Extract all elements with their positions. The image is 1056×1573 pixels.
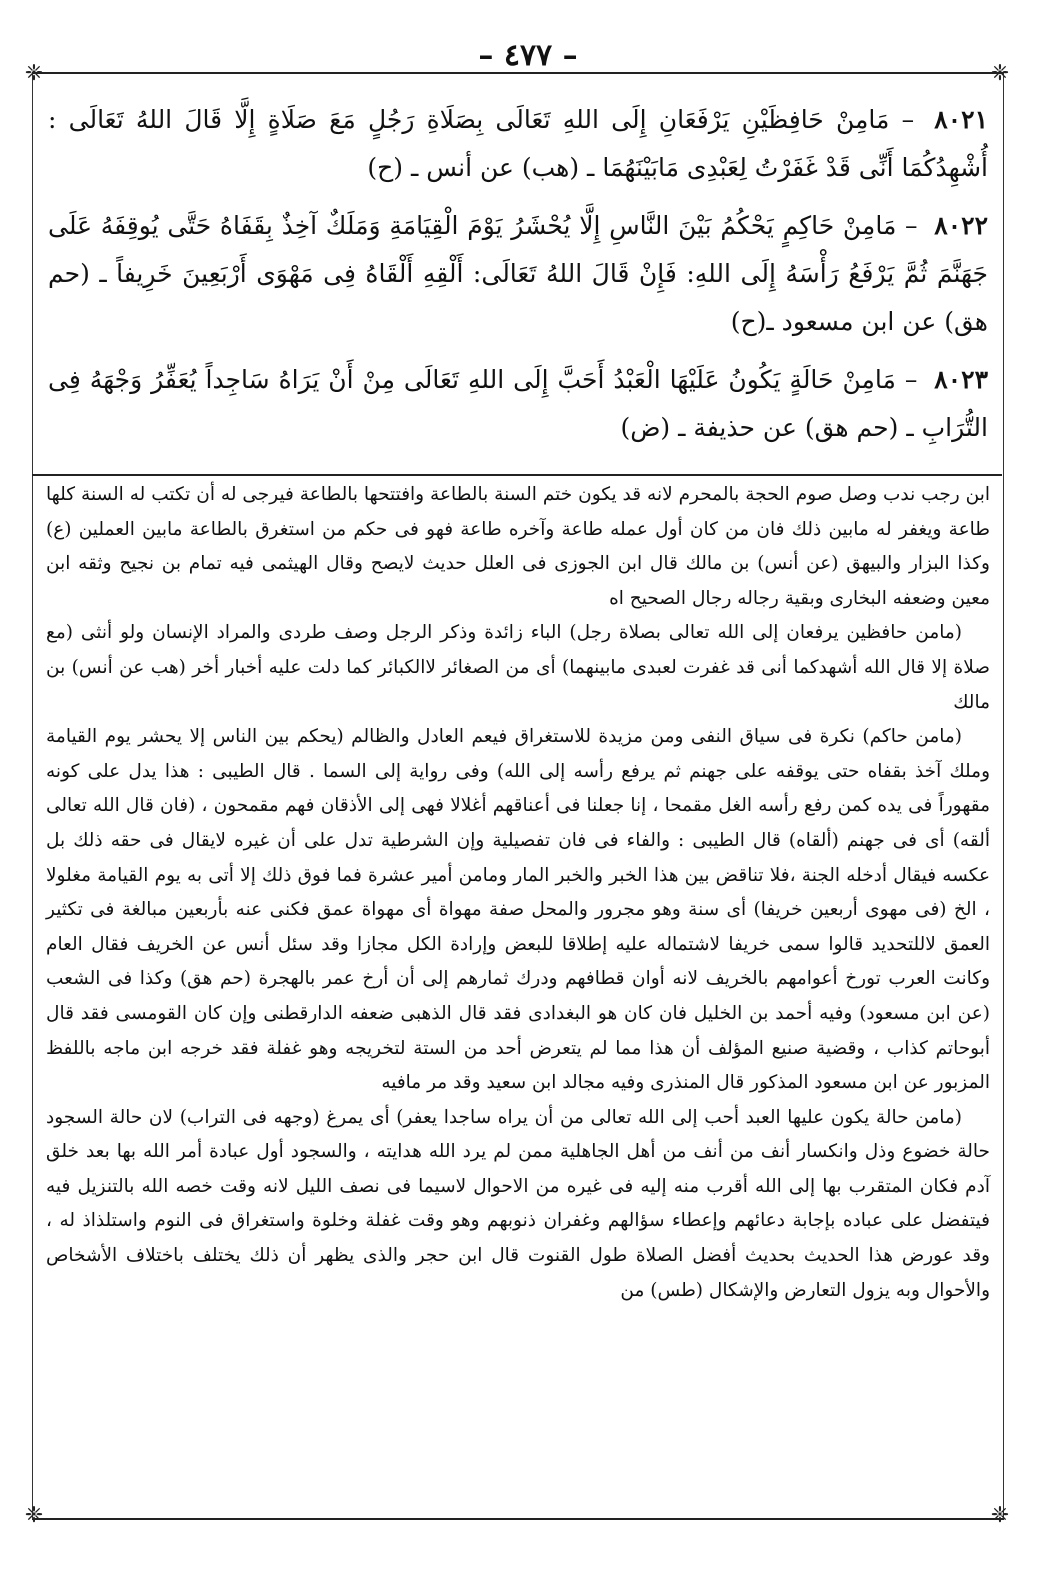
hadith-section bbox=[48, 96, 988, 466]
hadith-entry bbox=[48, 356, 988, 452]
commentary-paragraph: (مامن حافظين يرفعان إلى الله تعالى بصلاة رجل) الباء زائدة وذكر الرجل وصف طردى والمراد الإنسان ولو أنثى (مع صلاة إلا قال الله أشهدكما أنى قد غفرت لعبدى مابينهما) أى من الصغائر لاالكبائر كما دلت عليه أخبار أخر (هب عن أنس) بن مالك bbox=[46, 622, 990, 713]
hadith-entry bbox=[48, 96, 988, 192]
hadith-number: ٨٠٢١ bbox=[934, 105, 988, 134]
commentary-section bbox=[46, 478, 990, 1508]
commentary-paragraph: (مامن حاكم) نكرة فى سياق النفى ومن مزيدة للاستغراق فيعم العادل والظالم (يحكم بين الناس إلا يحشر يوم القيامة وملك آخذ بقفاه حتى يوقفه على جهنم ثم يرفع رأسه إلى الله) وفى رواية إلى السما . قال الطيبى : هذا يدل على كونه مقهوراً فى يده كمن رفع رأسه الغل مقمحا ، إنا جعلنا فى أعناقهم أغلالا فهى إلى الأذقان فهم مقمحون ، (فان قال الله تعالى ألقه) أى فى جهنم (ألقاه) قال الطيبى : والفاء فى فان تفصيلية وإن الشرطية تدل على أن غيره لايقال فى حقه ذلك بل عكسه فيقال أدخله الجنة ،فلا تناقض بين هذا الخبر والخبر المار ومامن أمير عشرة فما فوق ذلك إلا أتى به يوم القيامة مغلولا ، الخ (فى مهوى أربعين خريفا) أى سنة وهو مجرور والمحل صفة مهواة أى مهواة عمق فكنى عنه بأربعين مبالغة فى تكثير العمق لاللتحديد قالوا سمى خريفا لاشتماله عليه إطلاقا للبعض وإرادة الكل مجازا وقد سئل أنس عن الخريف فقال العام وكانت العرب تورخ أعوامهم بالخريف لانه أوان قطافهم ودرك ثمارهم إلى أن أرخ عمر بالهجرة (حم هق) وكذا فى الشعب (عن ابن مسعود) وفيه أحمد بن الخليل فان كان هو البغدادى فقد قال الذهبى ضعفه الدارقطنى وإن كان القومسى فقد قال أبوحاتم كذاب ، وقضية صنيع المؤلف أن هذا مما لم يتعرض أحد من الستة لتخريجه وهو غفلة فقد خرجه ابن ماجه باللفظ المزبور عن ابن مسعود المذكور قال المنذرى وفيه مجالد ابن سعيد وقد مر مافيه bbox=[46, 726, 990, 1094]
hadith-text: – مَامِنْ حَاكِمٍ يَحْكُمُ بَيْنَ النَّاسِ إِلَّا يُحْشَرُ يَوْمَ الْقِيَامَةِ وَمَلَكٌ آخِذٌ بِقَفَاهُ حَتَّى يُوقِفَهُ عَلَى جَهَنَّمَ ثُمَّ يَرْفَعُ رَأْسَهُ إِلَى اللهِ: فَإِنْ قَالَ اللهُ تَعَالَى: أَلْقِهِ أَلْقَاهُ فِى مَهْوَى أَرْبَعِينَ خَرِيفاً ـ (حم هق) عن ابن مسعود ـ(ح) bbox=[48, 211, 988, 336]
hadith-text: – مَامِنْ حَالَةٍ يَكُونُ عَلَيْهَا الْعَبْدُ أَحَبَّ إِلَى اللهِ تَعَالَى مِنْ أَنْ يَرَاهُ سَاجِداً يُعَفِّرُ وَجْهَهُ فِى التُّرَابِ ـ (حم هق) عن حذيفة ـ (ض) bbox=[48, 365, 988, 442]
commentary-paragraph: ابن رجب ندب وصل صوم الحجة بالمحرم لانه قد يكون ختم السنة بالطاعة وافتتحها بالطاعة فيرجى له أن تكتب له السنة كلها طاعة ويغفر له مابين ذلك فان من كان أول عمله طاعة وآخره طاعة فهو فى حكم من استغرق بالطاعة مابين العملين (ع) وكذا البزار والبيهق (عن أنس) بن مالك قال ابن الجوزى فى العلل حديث لايصح وقال الهيثمى فيه تمام بن نجيح وثقه ابن معين وضعفه البخارى وبقية رجاله رجال الصحيح اه bbox=[46, 484, 990, 609]
hadith-number: ٨٠٢٢ bbox=[934, 211, 988, 240]
page-number: – ٤٧٧ – bbox=[478, 38, 578, 73]
ornament-icon: ❈ bbox=[24, 61, 44, 86]
hadith-text: – مَامِنْ حَافِظَيْنِ يَرْفَعَانِ إِلَى اللهِ تَعَالَى بِصَلَاةِ رَجُلٍ مَعَ صَلَاةٍ إِلَّا قَالَ اللهُ تَعَالَى : أُشْهِدُكُمَا أَنِّى قَدْ غَفَرْتُ لِعَبْدِى مَابَيْنَهُمَا ـ (هب) عن أنس ـ (ح) bbox=[48, 105, 988, 182]
hadith-entry bbox=[48, 202, 988, 346]
ornament-icon: ❈ bbox=[990, 1503, 1010, 1528]
ornament-icon: ❈ bbox=[24, 1503, 44, 1528]
ornament-icon: ❈ bbox=[990, 61, 1010, 86]
hadith-number: ٨٠٢٣ bbox=[934, 365, 988, 394]
section-divider bbox=[32, 474, 1002, 476]
commentary-paragraph: (مامن حالة يكون عليها العبد أحب إلى الله تعالى من أن يراه ساجدا يعفر) أى يمرغ (وجهه فى التراب) لان حالة السجود حالة خضوع وذل وانكسار أنف من أنف من أهل الجاهلية ممن لم يرد الله هدايته ، والسجود أول عبادة أمر الله بها بعد خلق آدم فكان المتقرب بها إلى الله أقرب منه إليه فى غيره من الاحوال لاسيما فى نصف الليل لانه وقت خصه الله بالتنزيل فيه فيتفضل على عباده بإجابة دعائهم وإعطاء سؤالهم وغفران ذنوبهم وهو وقت غفلة وخلوة واستغراق فى النوم واستلذاذ له ، وقد عورض هذا الحديث بحديث أفضل الصلاة طول القنوت قال ابن حجر والذى يظهر أن ذلك يختلف باختلاف الأشخاص والأحوال وبه يزول التعارض والإشكال (طس) من bbox=[46, 1106, 990, 1301]
